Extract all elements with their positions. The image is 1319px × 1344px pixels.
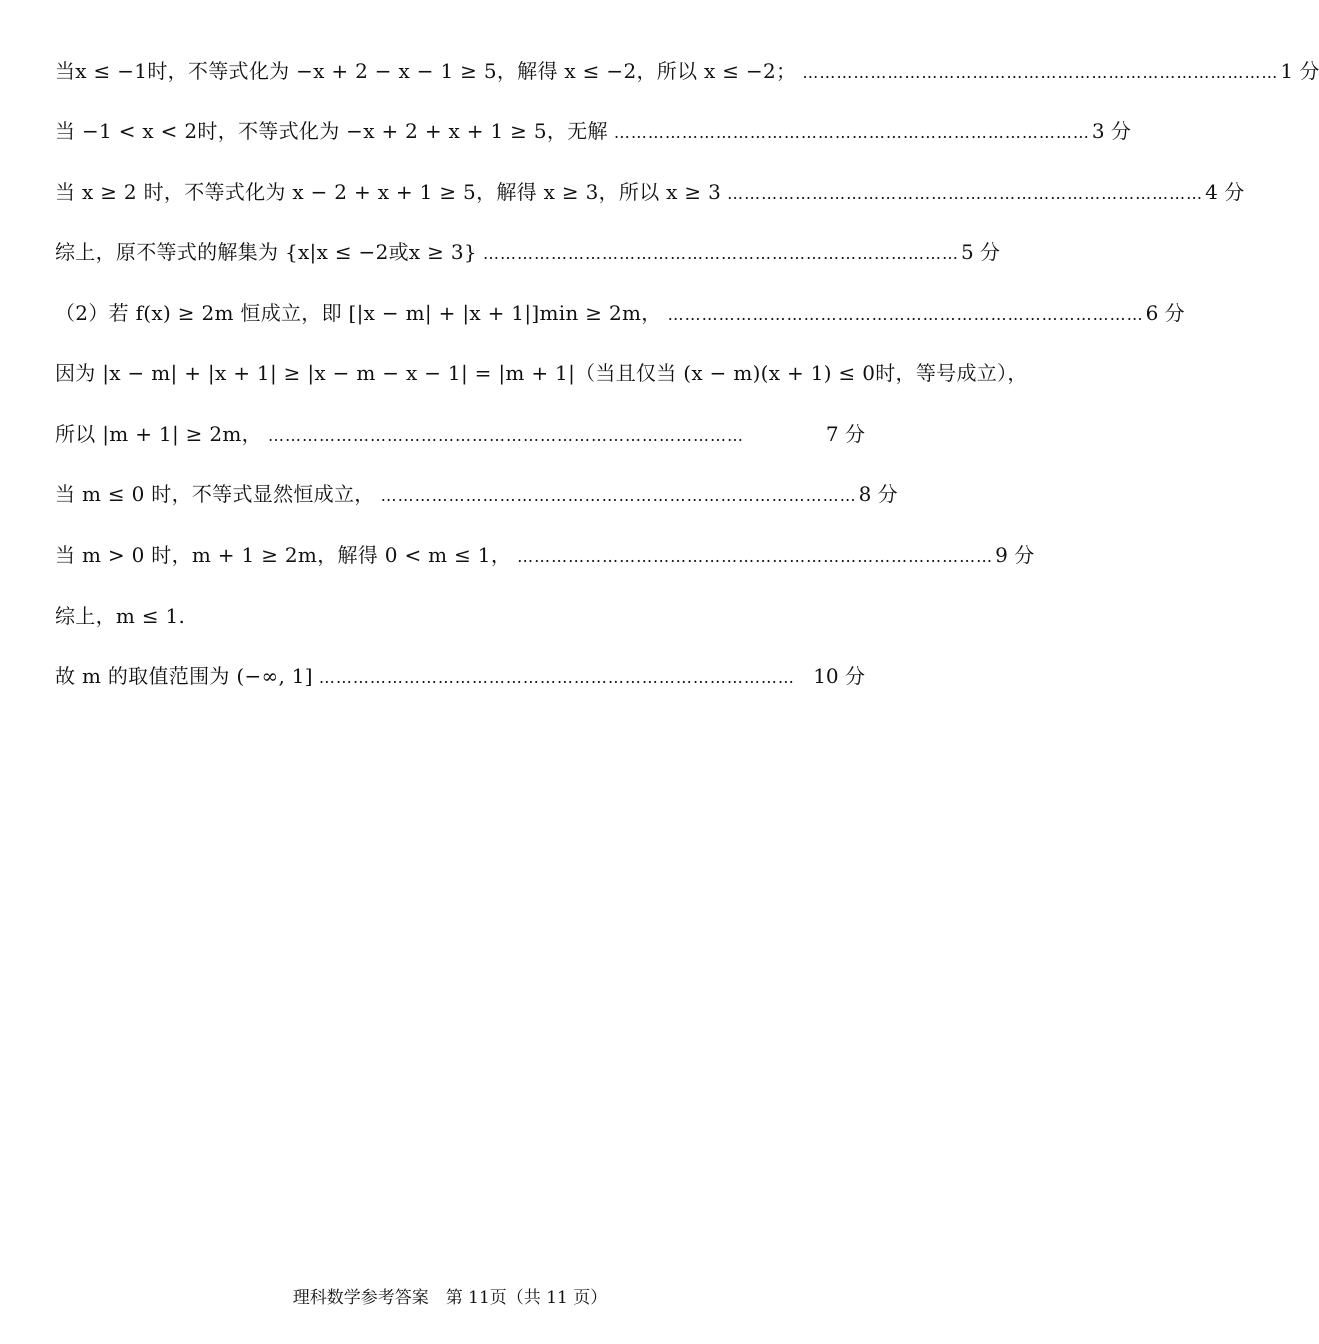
- solution-text: 当 x ≥ 2 时，不等式化为 x − 2 + x + 1 ≥ 5，解得 x ≥ 3，所以 x ≥ 3: [55, 180, 722, 204]
- dot-leader: …………………………………………………………………………: [802, 63, 1279, 82]
- solution-text: 当 −1 < x < 2时，不等式化为 −x + 2 + x + 1 ≥ 5，无解: [55, 119, 608, 143]
- solution-text: 综上，m ≤ 1.: [55, 604, 186, 628]
- solution-text: 因为 |x − m| + |x + 1| ≥ |x − m − x − 1| = |m + 1|（当且仅当 (x − m)(x + 1) ≤ 0时，等号成立），: [55, 361, 1028, 385]
- solution-text: 当 m > 0 时，m + 1 ≥ 2m，解得 0 < m ≤ 1，: [55, 543, 512, 567]
- dot-leader: …………………………………………………………………………: [517, 547, 994, 566]
- dot-leader: …………………………………………………………………………: [318, 668, 795, 687]
- score-label: 7 分: [825, 422, 865, 446]
- solution-text: 综上，原不等式的解集为 {x|x ≤ −2或x ≥ 3}: [55, 240, 477, 264]
- solution-line-10: [55, 600, 865, 632]
- dot-leader: …………………………………………………………………………: [667, 305, 1144, 324]
- score-label: 9 分: [995, 543, 1035, 567]
- solution-line-4: [55, 236, 1001, 268]
- solution-text: 所以 |m + 1| ≥ 2m，: [55, 422, 262, 446]
- solution-line-6: [55, 357, 1028, 389]
- score-label: 4 分: [1205, 180, 1245, 204]
- score-label: 3 分: [1091, 119, 1131, 143]
- solution-line-1: [55, 55, 1319, 87]
- solution-line-5: [55, 297, 1185, 329]
- score-label: 5 分: [960, 240, 1001, 264]
- score-label: 8 分: [858, 482, 898, 506]
- solution-text: 故 m 的取值范围为 (−∞, 1]: [55, 664, 313, 688]
- solution-line-8: [55, 478, 898, 510]
- score-label: 6 分: [1145, 301, 1185, 325]
- dot-leader: …………………………………………………………………………: [380, 486, 857, 505]
- dot-leader: …………………………………………………………………………: [267, 426, 744, 445]
- solution-text: （2）若 f(x) ≥ 2m 恒成立，即 [|x − m| + |x + 1|]min ≥ 2m，: [55, 301, 662, 325]
- page-footer: 理科数学参考答案 第 11页（共 11 页）: [292, 1288, 608, 1308]
- solution-line-2: [55, 115, 1131, 147]
- dot-leader: …………………………………………………………………………: [727, 184, 1204, 203]
- dot-leader: …………………………………………………………………………: [482, 244, 959, 263]
- dot-leader: …………………………………………………………………………: [613, 123, 1090, 142]
- score-label: 10 分: [813, 664, 865, 688]
- solution-text: 当x ≤ −1时，不等式化为 −x + 2 − x − 1 ≥ 5，解得 x ≤ −2，所以 x ≤ −2；: [55, 59, 797, 83]
- solution-text: 当 m ≤ 0 时，不等式显然恒成立，: [55, 482, 375, 506]
- solution-line-3: [55, 176, 1245, 208]
- score-label: 1 分: [1280, 59, 1319, 83]
- solution-line-7: [55, 418, 865, 450]
- solution-line-11: [55, 660, 865, 692]
- solution-line-9: [55, 539, 1035, 571]
